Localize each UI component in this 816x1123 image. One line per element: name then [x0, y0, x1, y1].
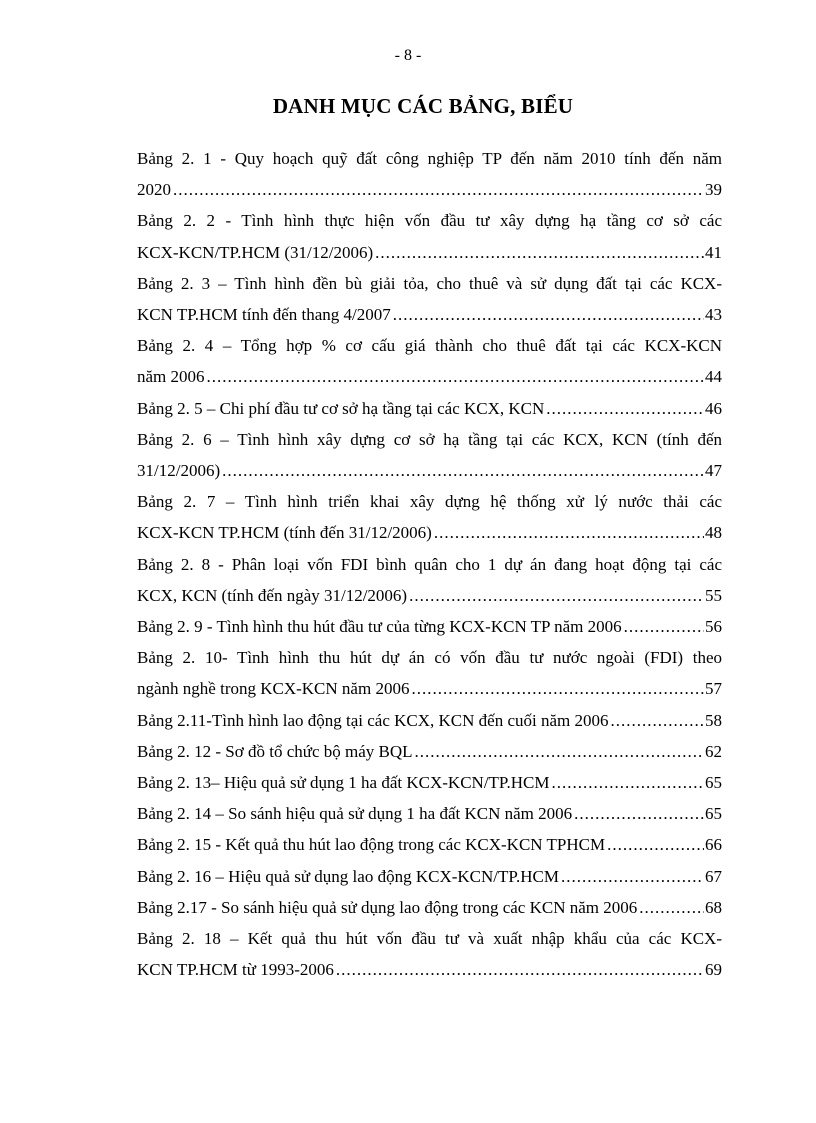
entry-title-end: ngành nghề trong KCX-KCN năm 2006	[137, 679, 410, 699]
entry-title-end: 2020	[137, 180, 171, 200]
toc-entry-10[interactable]	[137, 642, 722, 704]
entry-title-line: Bảng 2. 6 – Tình hình xây dựng cơ sở hạ tầng tại các KCX, KCN (tính đến	[137, 429, 722, 449]
entry-page-number: 47	[705, 461, 722, 481]
dot-leader	[393, 299, 704, 330]
dot-leader	[607, 829, 704, 860]
dot-leader	[207, 361, 704, 392]
dot-leader	[409, 580, 704, 611]
toc-entry-7[interactable]	[137, 486, 722, 548]
entry-title-line: Bảng 2. 1 - Quy hoạch quỹ đất công nghiệp TP đến năm 2010 tính đến năm	[137, 149, 722, 168]
toc-entry-13[interactable]	[137, 767, 722, 798]
entry-page-number: 62	[705, 741, 722, 761]
entry-page-number: 69	[705, 960, 722, 980]
dot-leader	[434, 517, 704, 548]
toc-entry-2[interactable]	[137, 205, 722, 267]
entry-title-end: Bảng 2. 5 – Chi phí đầu tư cơ sở hạ tầng tại các KCX, KCN	[137, 398, 545, 418]
entry-title-line: Bảng 2. 4 – Tổng hợp % cơ cấu giá thành cho thuê đất tại các KCX-KCN	[137, 336, 722, 356]
dot-leader	[375, 237, 704, 268]
entry-title-end: Bảng 2. 15 - Kết quả thu hút lao động trong các KCX-KCN TPHCM	[137, 835, 606, 855]
entry-title-end: KCN TP.HCM tính đến thang 4/2007	[137, 305, 391, 325]
entry-title-end: Bảng 2. 12 - Sơ đồ tổ chức bộ máy BQL	[137, 741, 413, 761]
entry-title-end: KCN TP.HCM từ 1993-2006	[137, 960, 334, 980]
page-title: DANH MỤC CÁC BẢNG, BIỂU	[272, 94, 574, 118]
entry-page-number: 68	[705, 897, 722, 917]
entry-page-number: 58	[705, 710, 722, 730]
entry-title-end: năm 2006	[137, 367, 205, 387]
entry-page-number: 44	[705, 367, 722, 387]
toc-entry-15[interactable]	[137, 829, 722, 860]
page-number: - 8 -	[394, 47, 422, 64]
entry-title-line: Bảng 2. 3 – Tình hình đền bù giải tỏa, cho thuê và sử dụng đất tại các KCX-	[137, 273, 722, 293]
dot-leader	[624, 611, 704, 642]
dot-leader	[173, 174, 704, 205]
entry-page-number: 65	[705, 804, 722, 824]
entry-page-number: 65	[705, 773, 722, 793]
toc-entry-1[interactable]	[137, 143, 722, 205]
entry-title-end: Bảng 2. 13– Hiệu quả sử dụng 1 ha đất KCX-KCN/TP.HCM	[137, 773, 550, 793]
dot-leader	[551, 767, 704, 798]
toc-entry-9[interactable]	[137, 611, 722, 642]
entry-title-line: Bảng 2. 7 – Tình hình triển khai xây dựng hệ thống xử lý nước thải các	[137, 492, 722, 512]
entry-title-end: Bảng 2. 14 – So sánh hiệu quả sử dụng 1 ha đất KCN năm 2006	[137, 804, 573, 824]
dot-leader	[639, 892, 704, 923]
entry-title-end: Bảng 2. 16 – Hiệu quả sử dụng lao động KCX-KCN/TP.HCM	[137, 866, 559, 886]
toc-entry-11[interactable]	[137, 705, 722, 736]
entry-title-line: Bảng 2. 8 - Phân loại vốn FDI bình quân cho 1 dự án đang hoạt động tại các	[137, 554, 722, 574]
toc-entry-14[interactable]	[137, 798, 722, 829]
dot-leader	[222, 455, 704, 486]
toc-entry-12[interactable]	[137, 736, 722, 767]
dot-leader	[574, 798, 704, 829]
table-of-contents	[137, 143, 722, 985]
entry-title-end: KCX-KCN/TP.HCM (31/12/2006)	[137, 242, 374, 262]
entry-title-end: Bảng 2.11-Tình hình lao động tại các KCX, KCN đến cuối năm 2006	[137, 710, 609, 730]
dot-leader	[546, 393, 704, 424]
entry-title-line: Bảng 2. 10- Tình hình thu hút dự án có vốn đầu tư nước ngoài (FDI) theo	[137, 648, 722, 668]
toc-entry-3[interactable]	[137, 268, 722, 330]
toc-entry-4[interactable]	[137, 330, 722, 392]
toc-entry-5[interactable]	[137, 393, 722, 424]
dot-leader	[561, 861, 704, 892]
toc-entry-8[interactable]	[137, 549, 722, 611]
entry-page-number: 67	[705, 866, 722, 886]
entry-page-number: 57	[705, 679, 722, 699]
dot-leader	[411, 673, 704, 704]
toc-entry-17[interactable]	[137, 892, 722, 923]
entry-title-line: Bảng 2. 18 – Kết quả thu hút vốn đầu tư và xuất nhập khẩu của các KCX-	[137, 929, 722, 949]
dot-leader	[336, 954, 704, 985]
entry-title-line: Bảng 2. 2 - Tình hình thực hiện vốn đầu tư xây dựng hạ tầng cơ sở các	[137, 211, 722, 231]
toc-entry-6[interactable]	[137, 424, 722, 486]
dot-leader	[415, 736, 704, 767]
entry-page-number: 48	[705, 523, 722, 543]
dot-leader	[611, 705, 704, 736]
entry-page-number: 66	[705, 835, 722, 855]
entry-title-end: Bảng 2.17 - So sánh hiệu quả sử dụng lao động trong các KCN năm 2006	[137, 897, 638, 917]
entry-page-number: 43	[705, 305, 722, 325]
entry-title-end: KCX-KCN TP.HCM (tính đến 31/12/2006)	[137, 523, 432, 543]
entry-page-number: 55	[705, 585, 722, 605]
entry-page-number: 46	[705, 398, 722, 418]
entry-title-end: Bảng 2. 9 - Tình hình thu hút đầu tư của từng KCX-KCN TP năm 2006	[137, 617, 622, 637]
entry-title-end: KCX, KCN (tính đến ngày 31/12/2006)	[137, 585, 408, 605]
toc-entry-16[interactable]	[137, 861, 722, 892]
entry-page-number: 39	[705, 180, 722, 200]
entry-title-end: 31/12/2006)	[137, 461, 221, 481]
entry-page-number: 41	[705, 242, 722, 262]
entry-page-number: 56	[705, 617, 722, 637]
toc-entry-18[interactable]	[137, 923, 722, 985]
